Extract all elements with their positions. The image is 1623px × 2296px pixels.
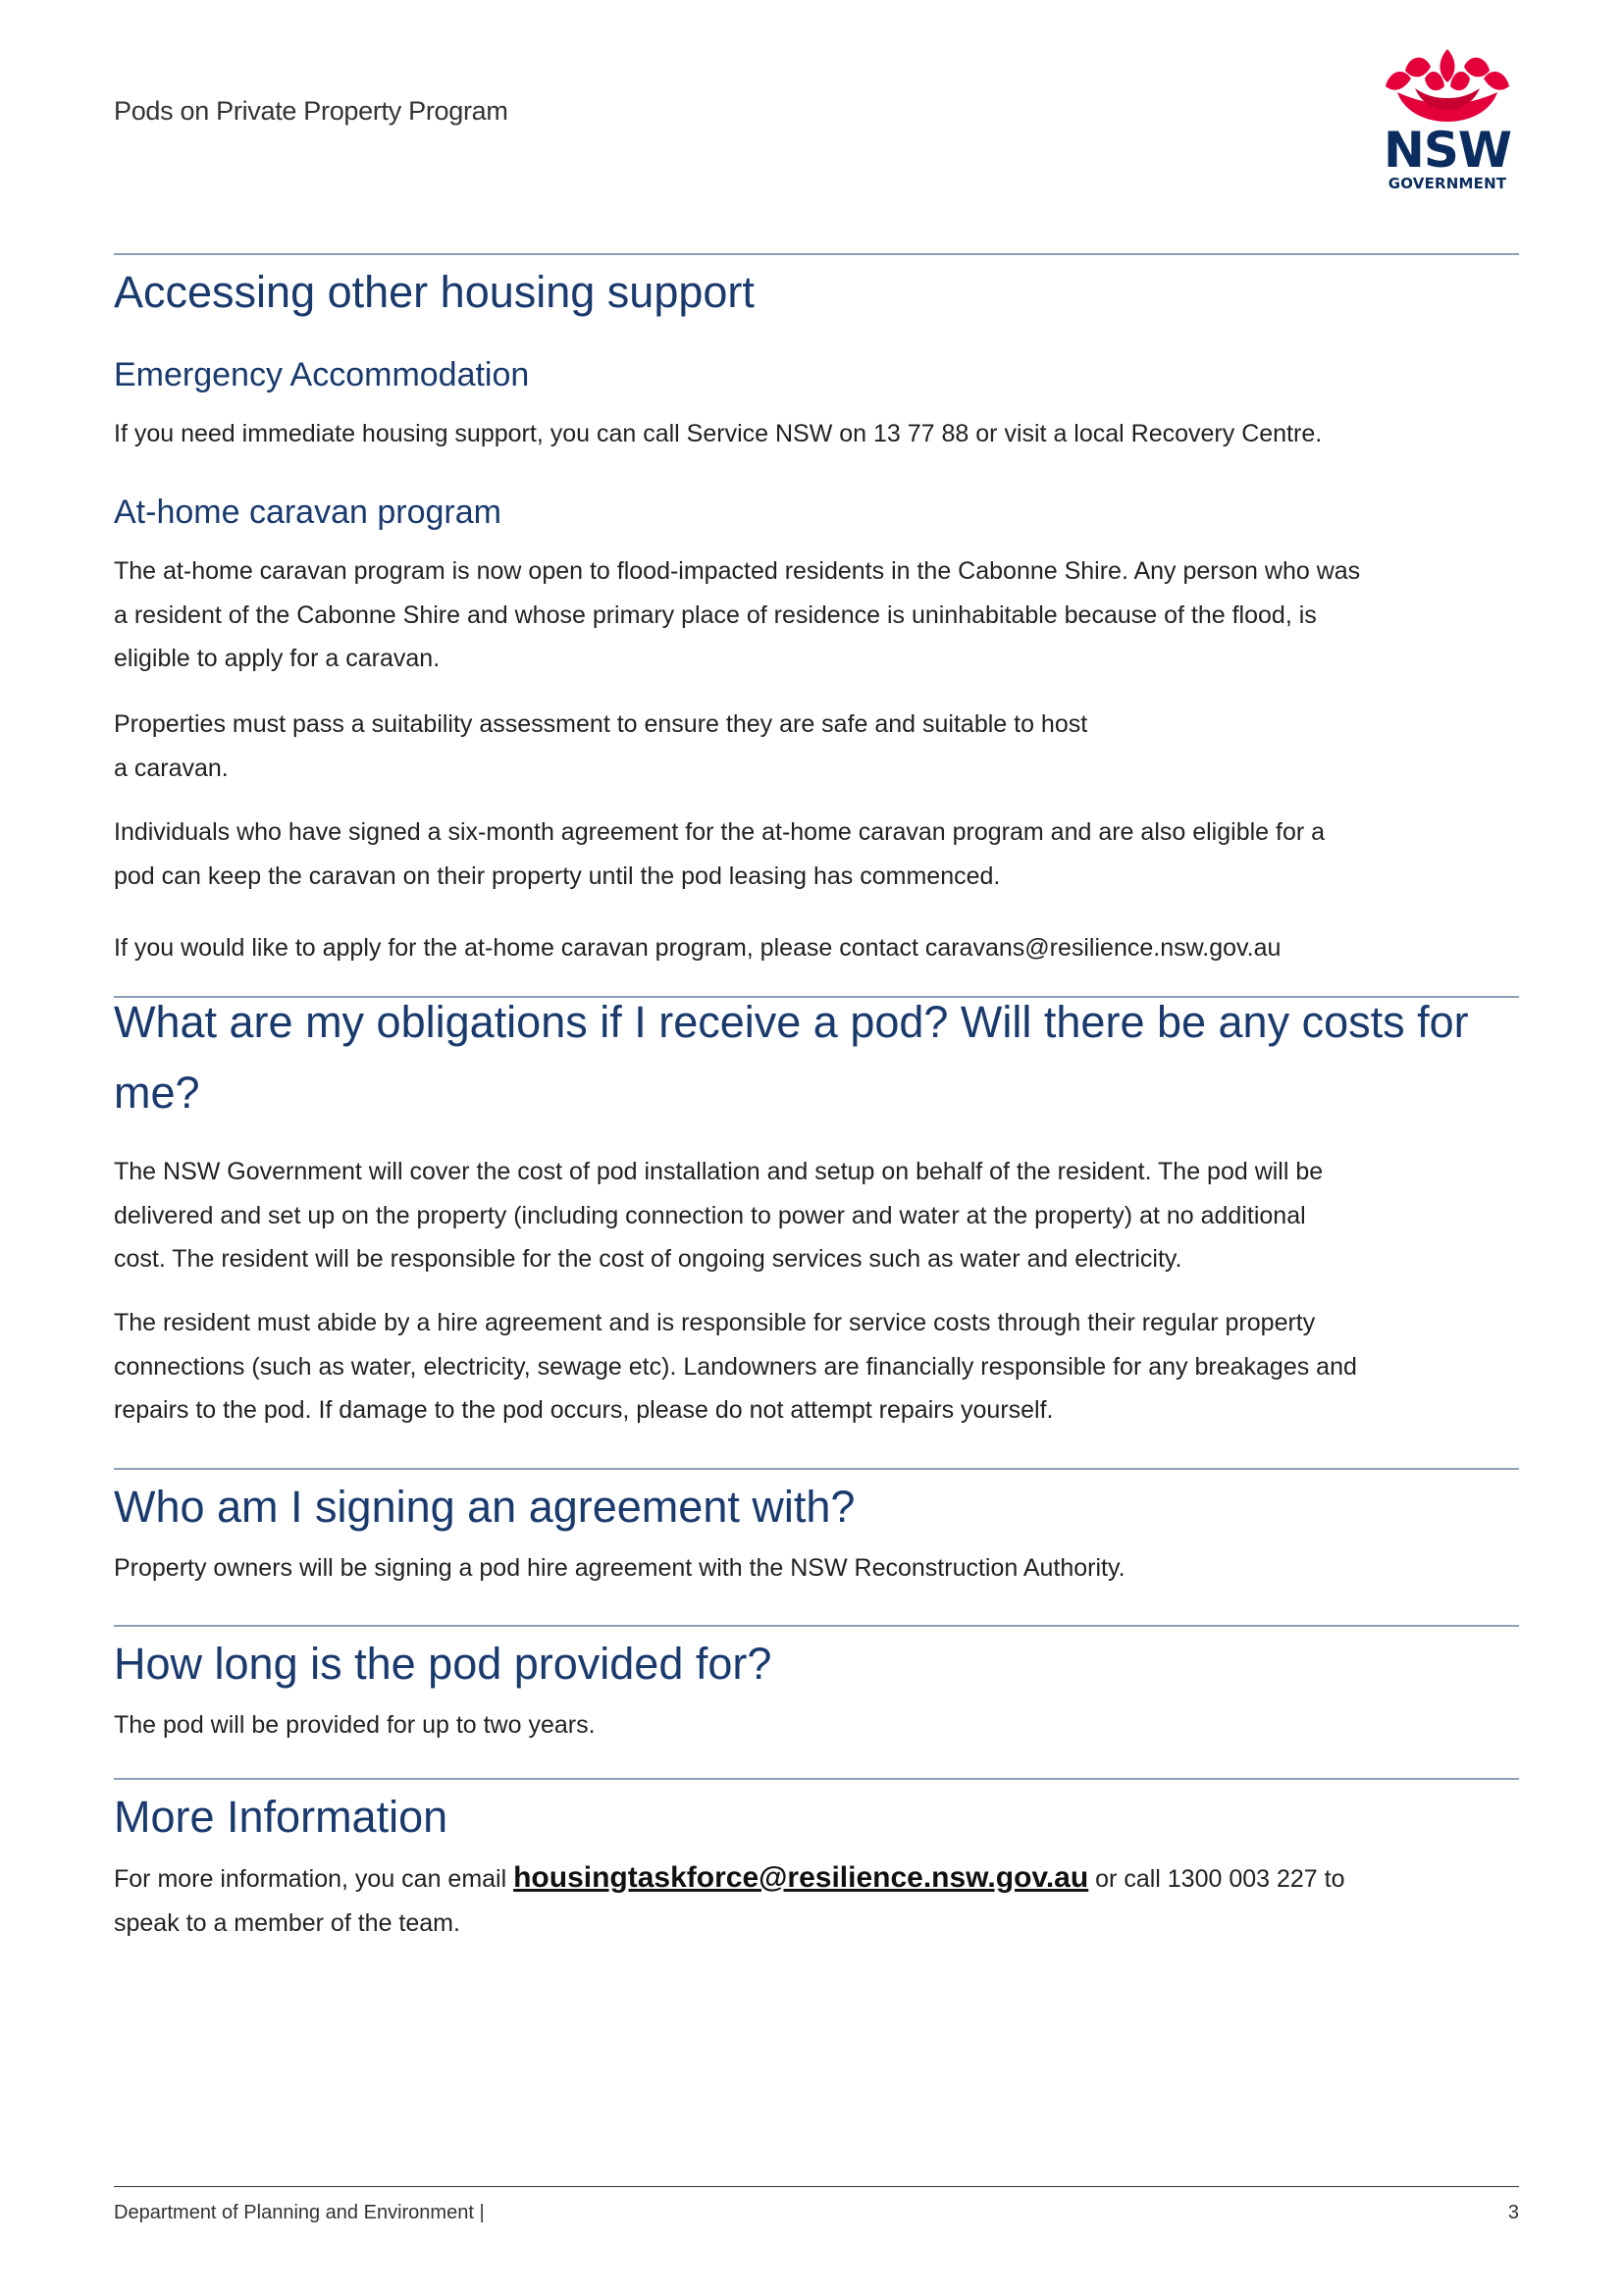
text-line: cost. The resident will be responsible for the cost of ongoing services such as water and electricity. (114, 1245, 1182, 1273)
heading-obligations (114, 987, 1519, 1128)
subheading-caravan-program: At-home caravan program (114, 494, 501, 531)
footer-divider (114, 2186, 1519, 2187)
paragraph-caravan-suitability (114, 703, 1519, 790)
text-line: The at-home caravan program is now open to flood-impacted residents in the Cabonne Shire. Any person who was (114, 557, 1361, 585)
logo-wordmark: NSW (1383, 122, 1511, 179)
heading-line: me? (114, 1068, 200, 1118)
heading-more-information: More Information (114, 1792, 448, 1842)
text-line: Individuals who have signed a six-month agreement for the at-home caravan program and are also eligible for a (114, 818, 1326, 846)
text-line: speak to a member of the team. (114, 1908, 460, 1937)
logo-subtext: GOVERNMENT (1387, 175, 1507, 192)
text-line: eligible to apply for a caravan. (114, 645, 441, 672)
email-link[interactable]: housingtaskforce@resilience.nsw.gov.au (513, 1861, 1089, 1894)
paragraph-agreement: Property owners will be signing a pod hire agreement with the NSW Reconstruction Authority. (114, 1554, 1126, 1582)
paragraph-more-information (114, 1856, 1519, 1945)
text-span: or call 1300 003 227 to (1088, 1865, 1345, 1893)
paragraph-caravan-agreement (114, 810, 1519, 898)
footer-department: Department of Planning and Environment | (114, 2202, 485, 2223)
text-line: The NSW Government will cover the cost of pod installation and setup on behalf of the resident. The pod will be (114, 1158, 1324, 1185)
text-line (114, 1856, 1519, 1902)
heading-line: What are my obligations if I receive a pod? Will there be any costs for (114, 997, 1469, 1047)
heading-agreement: Who am I signing an agreement with? (114, 1482, 856, 1532)
running-header-title: Pods on Private Property Program (114, 96, 508, 126)
nsw-government-logo (1376, 49, 1519, 196)
waratah-flower-icon (1376, 49, 1519, 128)
text-line: delivered and set up on the property (including connection to power and water at the property) at no additional (114, 1201, 1306, 1229)
section-divider (114, 1778, 1519, 1780)
text-line: connections (such as water, electricity, sewage etc). Landowners are financially responsible for any breakages and (114, 1352, 1357, 1381)
paragraph-caravan-open (114, 549, 1519, 681)
document-page (114, 0, 1519, 2296)
paragraph-caravan-apply: If you would like to apply for the at-home caravan program, please contact caravans@resilience.nsw.gov.au (114, 934, 1282, 962)
text-line: pod can keep the caravan on their property until the pod leasing has commenced. (114, 861, 1001, 890)
subheading-emergency-accommodation: Emergency Accommodation (114, 356, 530, 393)
text-line: The resident must abide by a hire agreement and is responsible for service costs through their regular property (114, 1309, 1316, 1336)
text-span: For more information, you can email (114, 1865, 514, 1893)
section-divider (114, 1468, 1519, 1470)
paragraph-emergency: If you need immediate housing support, you can call Service NSW on 13 77 88 or visit a local Recovery Centre. (114, 420, 1323, 447)
text-line: Properties must pass a suitability assessment to ensure they are safe and suitable to host (114, 710, 1088, 738)
paragraph-government-costs (114, 1150, 1519, 1281)
text-line: repairs to the pod. If damage to the pod occurs, please do not attempt repairs yourself. (114, 1396, 1054, 1424)
footer-page-number: 3 (1507, 2202, 1519, 2223)
paragraph-resident-responsibilities (114, 1301, 1519, 1433)
section-divider (114, 253, 1519, 255)
heading-accessing-housing-support: Accessing other housing support (114, 267, 755, 317)
text-line: a caravan. (114, 754, 229, 782)
heading-pod-duration: How long is the pod provided for? (114, 1639, 772, 1689)
section-divider (114, 1625, 1519, 1627)
paragraph-pod-duration: The pod will be provided for up to two years. (114, 1711, 596, 1739)
text-line: a resident of the Cabonne Shire and whose primary place of residence is uninhabitable because of the flood, is (114, 600, 1317, 629)
